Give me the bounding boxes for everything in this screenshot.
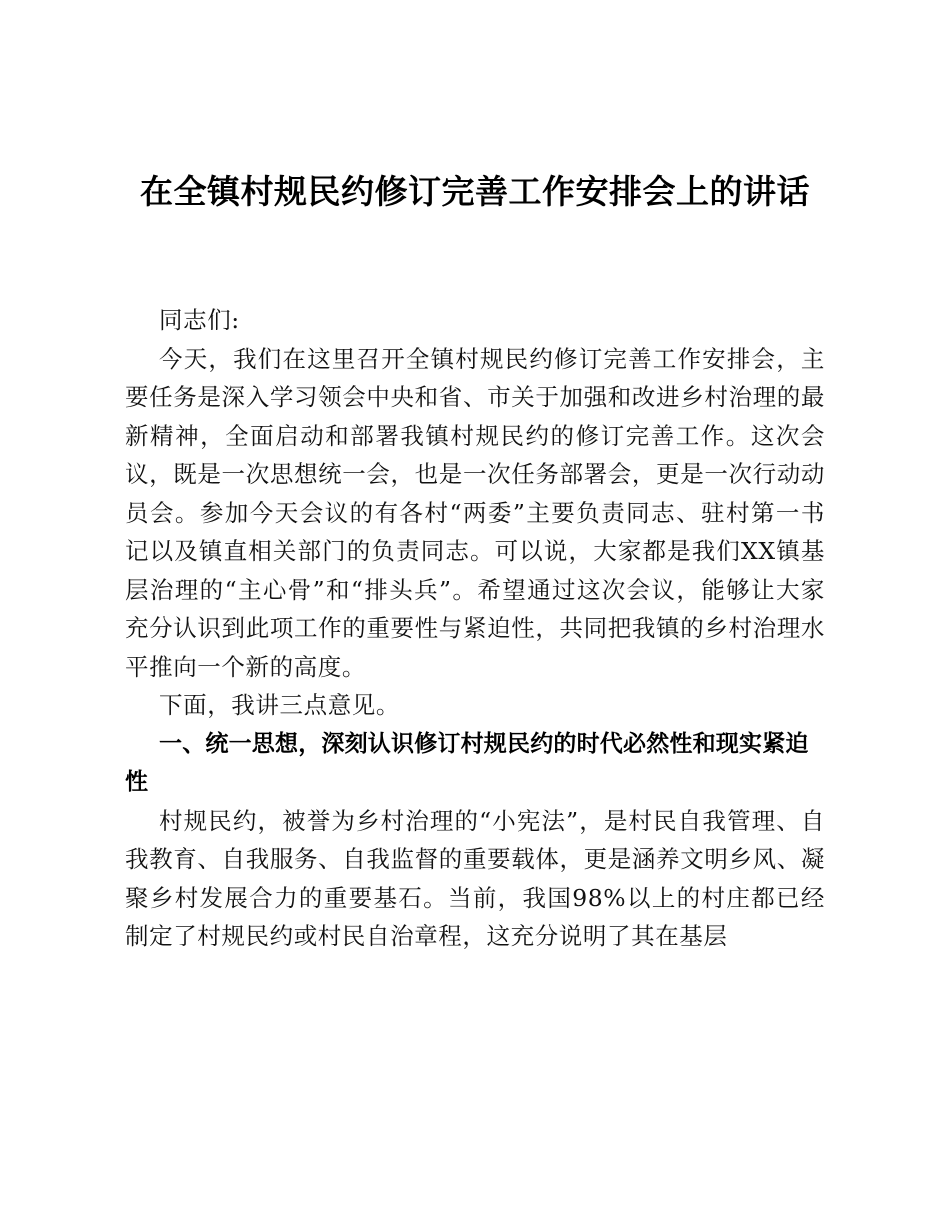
intro-paragraph: 今天，我们在这里召开全镇村规民约修订完善工作安排会，主要任务是深入学习领会中央和省、市关于加强和改进乡村治理的最新精神，全面启动和部署我镇村规民约的修订完善工作。这次会议，既是一次思想统一会，也是一次任务部署会，更是一次行动动员会。参加今天会议的有各村“两委”主要负责同志、驻村第一书记以及镇直相关部门的负责同志。可以说，大家都是我们XX镇基层治理的“主心骨”和“排头兵”。希望通过这次会议，能够让大家充分认识到此项工作的重要性与紧迫性，共同把我镇的乡村治理水平推向一个新的高度。 — [125, 344, 825, 681]
section-heading: 一、统一思想，深刻认识修订村规民约的时代必然性和现实紧迫性 — [125, 730, 809, 795]
section-paragraph: 村规民约，被誉为乡村治理的“小宪法”，是村民自我管理、自我教育、自我服务、自我监督的重要载体，更是涵养文明乡风、凝聚乡村发展合力的重要基石。当前，我国98%以上的村庄都已经制定了村规民约或村民自治章程，这充分说明了其在基层 — [125, 806, 825, 950]
document-body — [125, 301, 825, 956]
document-title: 在全镇村规民约修订完善工作安排会上的讲话 — [140, 172, 810, 211]
outline-paragraph: 下面，我讲三点意见。 — [159, 691, 400, 719]
salutation: 同志们: — [159, 306, 240, 334]
